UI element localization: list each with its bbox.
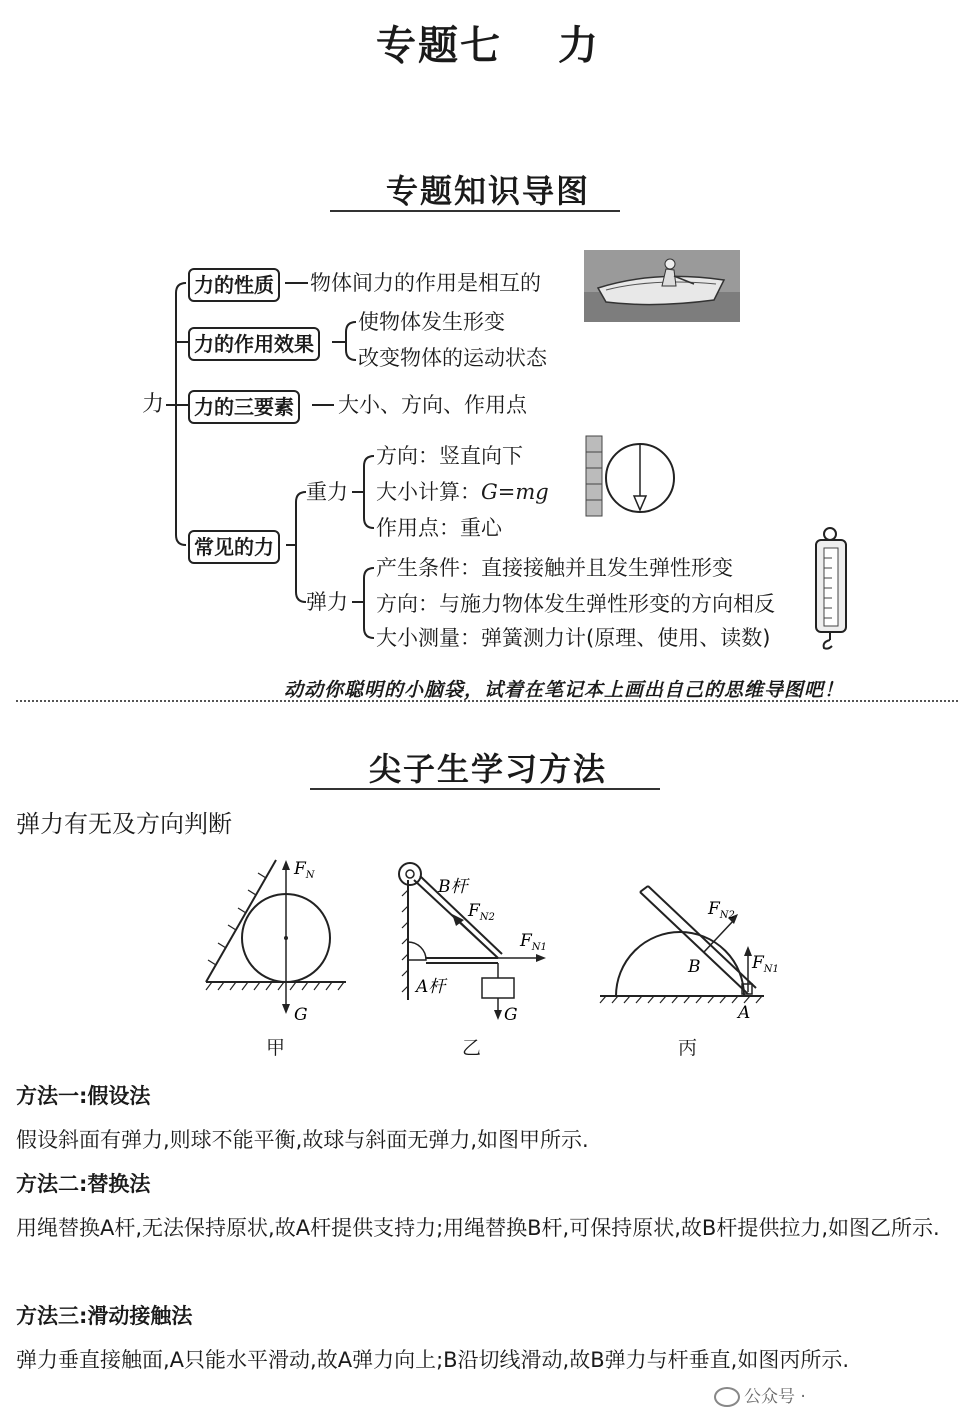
node-elements: 力的三要素 [188, 390, 300, 424]
yi-a-rod-label: A杆 [416, 977, 446, 997]
jia-fn-label: F [294, 859, 306, 879]
method-3-body: 弹力垂直接触面,A只能水平滑动,故A弹力向上;B沿切线滑动,故B弹力与杆垂直,如图丙所示. [16, 1348, 849, 1372]
dotted-divider [16, 700, 958, 702]
wechat-icon [714, 1387, 740, 1407]
boat-illustration [584, 250, 740, 322]
figure-jia-caption: 甲 [266, 1037, 286, 1059]
section-title-methods: 尖子生学习方法 [368, 750, 607, 788]
effect-item-2: 改变物体的运动状态 [358, 346, 547, 370]
node-effect: 力的作用效果 [188, 327, 320, 361]
watermark [708, 1378, 870, 1411]
elastic-measure: 大小测量：弹簧测力计(原理、使用、读数) [376, 626, 771, 650]
bing-fn2-sub: N2 [719, 910, 735, 921]
effect-item-1: 使物体发生形变 [358, 310, 505, 334]
yi-g-label: G [504, 1005, 518, 1025]
gravity-label: 重力 [306, 480, 348, 504]
figure-yi [390, 850, 570, 1030]
jia-g-label: G [294, 1005, 308, 1025]
figure-bing [594, 880, 779, 1030]
section-title-mindmap: 专题知识导图 [385, 172, 590, 210]
mindmap-root: 力 [142, 392, 165, 417]
yi-b-rod-label: B杆 [438, 877, 468, 897]
topic-heading: 弹力有无及方向判断 [16, 810, 232, 838]
section-rule-2 [310, 788, 660, 790]
bing-a-label: A [738, 1003, 751, 1023]
page-title-topic: 力 [558, 23, 600, 69]
method-3-title: 方法三:滑动接触法 [16, 1304, 193, 1328]
yi-fn1-sub: N1 [531, 942, 547, 953]
gravity-magnitude-prefix: 大小计算： [376, 480, 481, 504]
spring-scale-illustration [808, 524, 856, 650]
svg-text:FN2 [467, 901, 495, 923]
method-2-title: 方法二:替换法 [16, 1172, 151, 1196]
figure-bing-caption: 丙 [678, 1037, 698, 1059]
page-title-main: 专题七 [376, 23, 502, 69]
svg-text:FN1 [751, 953, 779, 975]
elastic-condition: 产生条件：直接接触并且发生弹性形变 [376, 556, 733, 580]
gravity-point: 作用点：重心 [376, 516, 502, 540]
elements-text: 大小、方向、作用点 [338, 393, 527, 417]
gravity-formula: G=mg [481, 480, 549, 504]
jia-fn-sub: N [305, 870, 315, 881]
method-1-body: 假设斜面有弹力,则球不能平衡,故球与斜面无弹力,如图甲所示. [16, 1128, 589, 1152]
bing-fn1-sub: N1 [763, 964, 779, 975]
gravity-magnitude [376, 478, 549, 506]
elastic-label: 弹力 [306, 590, 348, 614]
figure-jia [196, 850, 356, 1030]
yi-fn1-label: F [520, 931, 532, 951]
figure-yi-caption: 乙 [462, 1037, 482, 1059]
svg-text:FN1 [519, 931, 547, 953]
method-2-body: 用绳替换A杆,无法保持原状,故A杆提供支持力;用绳替换B杆,可保持原状,故B杆提供拉力,如图乙所示. [16, 1216, 940, 1240]
svg-text:FN2 [707, 899, 735, 921]
node-nature: 力的性质 [188, 268, 280, 302]
bing-b-label: B [688, 957, 701, 977]
method-1-title: 方法一:假设法 [16, 1084, 151, 1108]
nature-text: 物体间力的作用是相互的 [310, 271, 541, 295]
gravity-illustration [584, 432, 680, 524]
mindmap-hint: 动动你聪明的小脑袋，试着在笔记本上画出自己的思维导图吧！ [284, 679, 845, 701]
yi-fn2-sub: N2 [479, 912, 495, 923]
svg-text:FN [293, 859, 316, 881]
elastic-direction: 方向：与施力物体发生弹性形变的方向相反 [376, 592, 775, 616]
bing-fn2-label: F [708, 899, 720, 919]
bing-fn1-label: F [752, 953, 764, 973]
watermark-text: 公众号 · [744, 1387, 806, 1407]
gravity-direction: 方向：竖直向下 [376, 444, 523, 468]
yi-fn2-label: F [468, 901, 480, 921]
node-common: 常见的力 [188, 530, 280, 564]
